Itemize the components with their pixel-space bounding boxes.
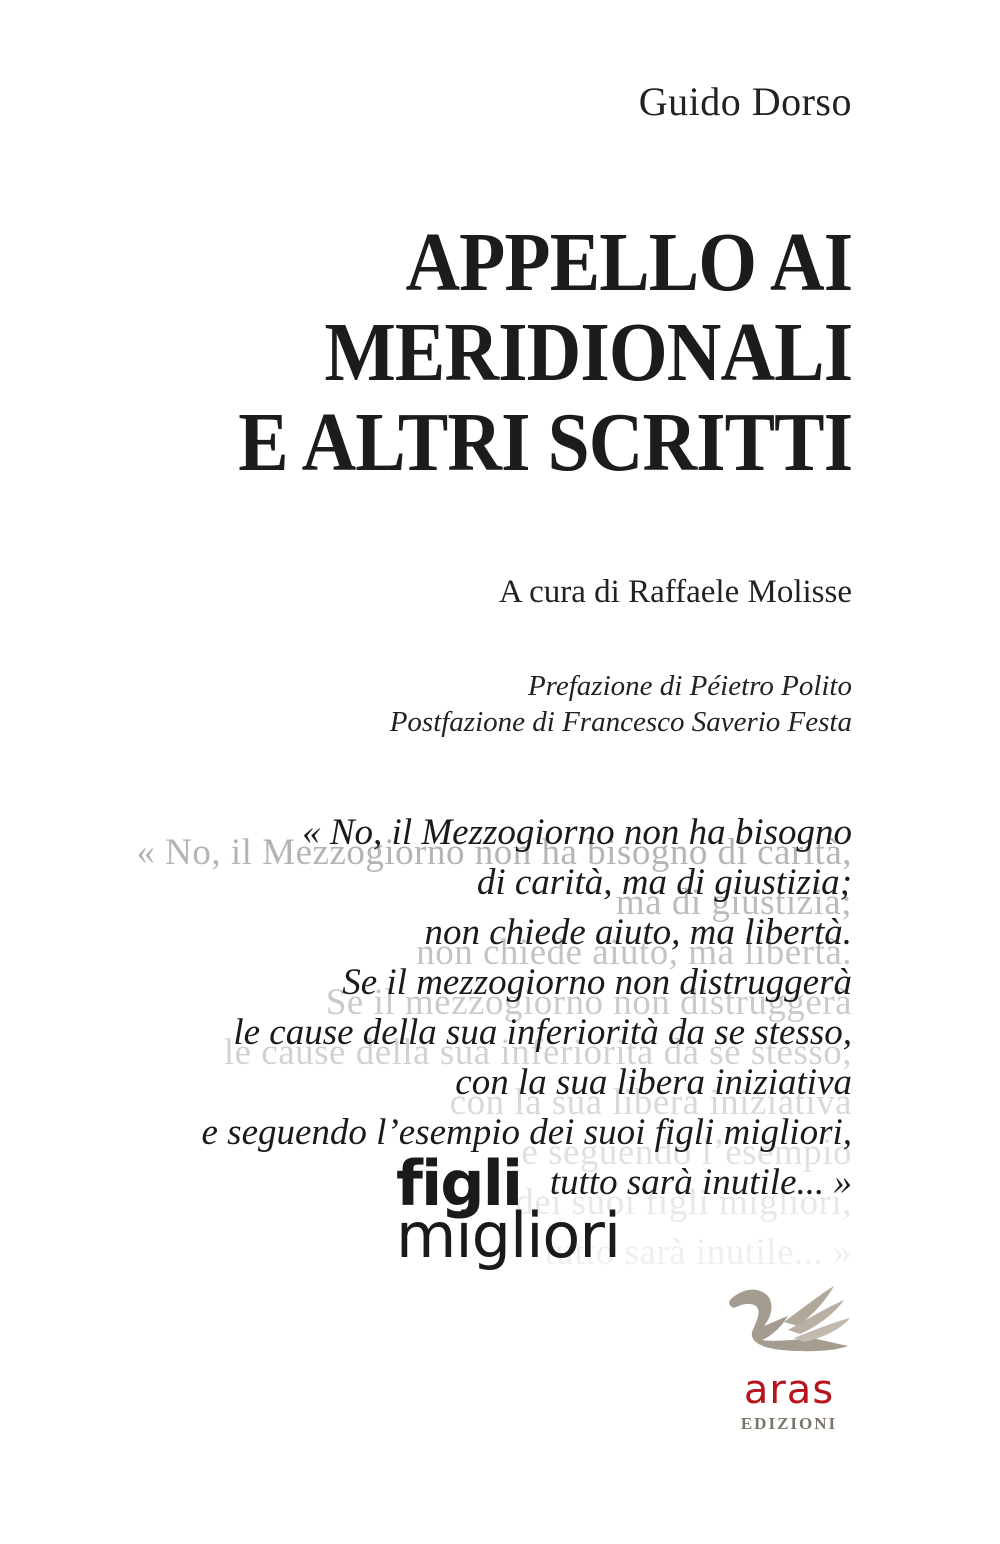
publisher-logo <box>722 1282 856 1438</box>
pegasus-icon <box>722 1282 856 1372</box>
quote-line: e seguendo l’esempio dei suoi figli migliori, <box>201 1112 852 1153</box>
ghost-line: « No, il Mezzogiorno non ha bisogno di carità, <box>136 832 852 873</box>
ghost-line: Se il mezzogiorno non distruggerà <box>325 982 852 1023</box>
ghost-line: non chiede aiuto, ma libertà. <box>416 932 852 973</box>
title-line: E ALTRI SCRITTI <box>237 396 852 489</box>
publisher-name: aras <box>743 1367 835 1413</box>
series-word-1: figli <box>396 1147 522 1220</box>
quote-line: di carità, ma di giustizia; <box>476 862 852 903</box>
author-name: Guido Dorso <box>638 79 852 124</box>
quote-line: Se il mezzogiorno non distruggerà <box>342 962 852 1003</box>
ghost-line: le cause della sua inferiorità da se stesso, <box>223 1032 852 1073</box>
quote-line: con la sua libera iniziativa <box>455 1062 852 1103</box>
ghost-line: con la sua libera iniziativa <box>449 1082 852 1123</box>
series-word-2: migliori <box>396 1199 621 1272</box>
series-logo <box>396 1147 621 1272</box>
quote-line: le cause della sua inferiorità da se stesso, <box>233 1012 852 1053</box>
ghost-line: dei suoi figli migliori, <box>515 1182 852 1223</box>
ghost-line: ma di giustizia; <box>615 882 852 923</box>
book-title <box>238 218 852 488</box>
credits <box>390 668 852 740</box>
publisher-subtitle: EDIZIONI <box>740 1414 838 1433</box>
quote-line: « No, il Mezzogiorno non ha bisogno <box>302 812 852 853</box>
quote-line: tutto sarà inutile... » <box>549 1162 852 1203</box>
afterword-credit: Postfazione di Francesco Saverio Festa <box>389 706 852 738</box>
title-line: MERIDIONALI <box>324 306 852 399</box>
preface-credit: Prefazione di Péietro Polito <box>527 670 852 702</box>
ghost-line: tutto sarà inutile... » <box>544 1232 852 1273</box>
quote-line: non chiede aiuto, ma libertà. <box>424 912 852 953</box>
curator: A cura di Raffaele Molisse <box>498 574 852 610</box>
title-line: APPELLO AI <box>405 216 852 309</box>
ghost-line: e seguendo l’esempio <box>521 1132 852 1173</box>
